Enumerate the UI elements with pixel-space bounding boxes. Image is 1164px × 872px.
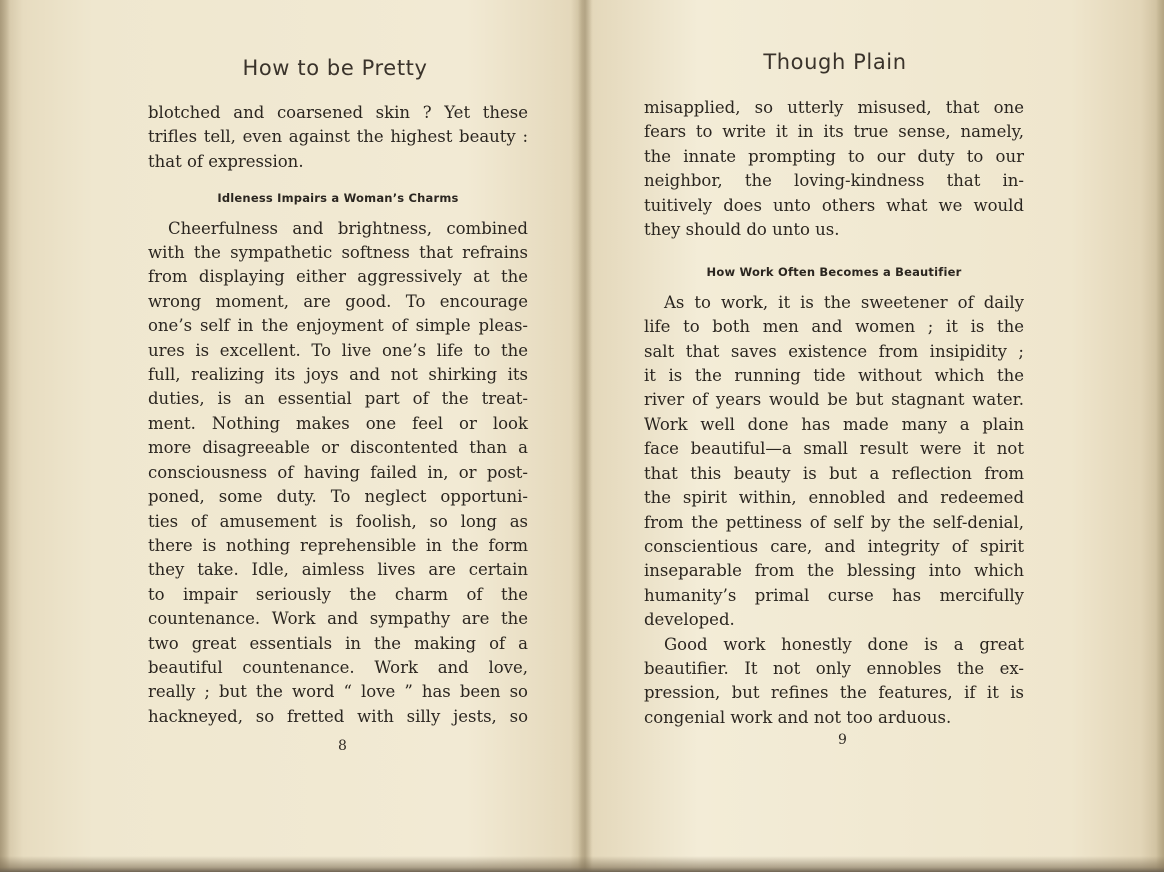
text-line: ties of amusement is foolish, so long as (148, 511, 528, 531)
text-line: hackneyed, so fretted with silly jests, so (148, 706, 528, 726)
text-line: ment. Nothing makes one feel or look (148, 413, 528, 433)
text-line: congenial work and not too arduous. (644, 707, 952, 727)
text-line: salt that saves existence from insipidity ; (644, 341, 1024, 361)
text-line: full, realizing its joys and not shirking its (148, 365, 528, 385)
text-line: Good work honestly done is a great (664, 634, 1024, 654)
text-line: wrong moment, are good. To encourage (148, 291, 528, 311)
left-page (40, 0, 580, 872)
text-line: one’s self in the enjoyment of simple pleas- (148, 316, 528, 336)
right-page-number: 9 (838, 732, 847, 748)
right-running-head: Though Plain (763, 50, 907, 74)
text-line: life to both men and women ; it is the (644, 317, 1024, 337)
text-line: pression, but refines the features, if it is (644, 683, 1024, 703)
text-line: misapplied, so utterly misused, that one (644, 98, 1024, 117)
text-line: it is the running tide without which the (644, 366, 1024, 386)
text-line: humanity’s primal curse has mercifully (644, 585, 1024, 605)
text-line: poned, some duty. To neglect opportuni- (148, 487, 528, 507)
text-line: neighbor, the loving-kindness that in- (644, 171, 1024, 191)
book-gutter (578, 0, 592, 872)
right-page (600, 0, 1140, 872)
text-line: river of years would be but stagnant water. (644, 390, 1024, 410)
text-line: the spirit within, ennobled and redeemed (644, 488, 1024, 508)
text-line: the innate prompting to our duty to our (644, 146, 1024, 166)
text-line: Work well done has made many a plain (644, 414, 1024, 434)
text-line: more disagreeable or discontented than a (148, 438, 528, 458)
left-page-number: 8 (338, 738, 347, 754)
text-line: ures is excellent. To live one’s life to the (148, 340, 528, 360)
text-line: Cheerfulness and brightness, combined (168, 218, 528, 238)
text-line: really ; but the word “ love ” has been so (148, 682, 528, 702)
text-line: fears to write it in its true sense, namely, (644, 122, 1024, 142)
text-line: beautifier. It not only ennobles the ex- (644, 658, 1024, 678)
text-line: developed. (644, 610, 735, 630)
page-edge-left (0, 0, 10, 872)
text-line: beautiful countenance. Work and love, (148, 657, 528, 677)
text-line: from the pettiness of self by the self-denial, (644, 512, 1024, 532)
text-line: consciousness of having failed in, or post- (148, 462, 528, 482)
left-running-head: How to be Pretty (242, 56, 428, 80)
text-line: from displaying either aggressively at the (148, 267, 528, 287)
text-line: As to work, it is the sweetener of daily (664, 292, 1024, 312)
text-line: tuitively does unto others what we would (644, 195, 1024, 215)
left-section-heading: Idleness Impairs a Woman’s Charms (217, 191, 459, 206)
text-line: two great essentials in the making of a (148, 633, 528, 653)
text-line: with the sympathetic softness that refrains (148, 243, 528, 263)
page-edge-right (1156, 0, 1164, 872)
text-line: blotched and coarsened skin ? Yet these (148, 103, 528, 122)
text-line: trifles tell, even against the highest beauty : (148, 127, 528, 147)
right-text-block (644, 96, 1024, 730)
left-text-block (148, 101, 528, 729)
text-line: duties, is an essential part of the treat- (148, 389, 528, 409)
page-edge-bottom (0, 856, 1164, 872)
text-line: there is nothing reprehensible in the form (148, 535, 528, 555)
right-section-heading: How Work Often Becomes a Beautifier (706, 265, 962, 280)
text-line: face beautiful—a small result were it not (644, 439, 1024, 459)
text-line: they take. Idle, aimless lives are certain (148, 560, 528, 580)
text-line: inseparable from the blessing into which (644, 561, 1024, 581)
text-line: that this beauty is but a reflection from (644, 463, 1024, 483)
text-line: that of expression. (148, 151, 304, 171)
text-line: to impair seriously the charm of the (148, 584, 528, 604)
text-line: they should do unto us. (644, 220, 840, 240)
text-line: conscientious care, and integrity of spirit (644, 536, 1024, 556)
text-line: countenance. Work and sympathy are the (148, 609, 528, 629)
